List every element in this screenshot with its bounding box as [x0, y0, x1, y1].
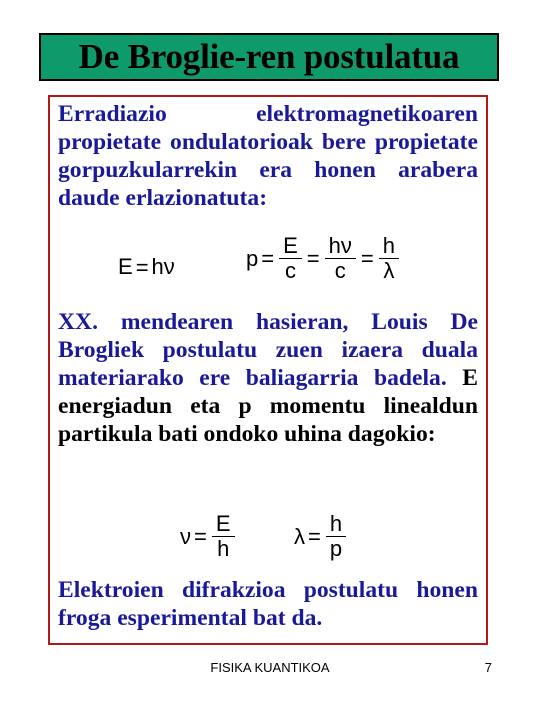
formula-frequency — [180, 512, 237, 561]
fraction-denominator: c — [284, 258, 296, 283]
formula-energy-lhs: E — [118, 254, 133, 279]
fraction-numerator: hν — [325, 234, 356, 259]
formula-equals: = — [360, 245, 374, 271]
slide-title-box — [39, 33, 499, 81]
fraction-e-over-c — [279, 234, 302, 283]
formula-energy — [118, 254, 175, 281]
formula-equals: = — [308, 523, 321, 549]
fraction-numerator: E — [212, 512, 235, 537]
fraction-numerator: h — [326, 512, 346, 537]
footer-label: FISIKA KUANTIKOA — [210, 660, 330, 675]
fraction-numerator: E — [279, 234, 302, 259]
fraction-h-over-lambda — [379, 234, 399, 283]
formula-energy-rhs: hν — [151, 254, 175, 279]
fraction-hnu-over-c — [325, 234, 356, 283]
paragraph-electron-diffraction: Elektroien difrakzioa postulatu honen froga esperimental bat da. — [58, 577, 478, 631]
formula-p: p — [246, 245, 259, 271]
fraction-denominator: h — [217, 536, 230, 561]
fraction-numerator: h — [379, 234, 399, 259]
page-number: 7 — [484, 660, 492, 675]
formula-lambda: λ — [294, 523, 305, 549]
formula-nu: ν — [180, 523, 191, 549]
slide-title: De Broglie-ren postulatua — [78, 37, 460, 76]
paragraph-de-broglie — [58, 308, 478, 448]
formula-equals: = — [194, 523, 207, 549]
fraction-denominator: p — [329, 536, 343, 561]
formula-equals: = — [261, 245, 275, 271]
formula-equals: = — [306, 245, 320, 271]
fraction-denominator: c — [334, 258, 346, 283]
fraction-h-over-p — [326, 512, 346, 561]
fraction-denominator: λ — [383, 258, 395, 283]
paragraph-de-broglie-colored: XX. mendearen hasieran, Louis De Brogliek postulatu zuen izaera duala materiarako ere baliagarria badela. — [58, 309, 478, 391]
formula-wavelength — [294, 512, 348, 561]
formula-equals: = — [135, 255, 149, 281]
fraction-e-over-h — [212, 512, 235, 561]
paragraph-radiation: Erradiazio elektromagnetikoaren propietate ondulatorioak bere propietate gorpuzkularrekin era honen arabera daude erlazionatuta: — [58, 101, 478, 211]
paragraph-de-broglie-black: E energiadun eta p momentu linealdun partikula bati ondoko uhina dagokio: — [58, 365, 478, 447]
formula-momentum — [246, 234, 401, 283]
